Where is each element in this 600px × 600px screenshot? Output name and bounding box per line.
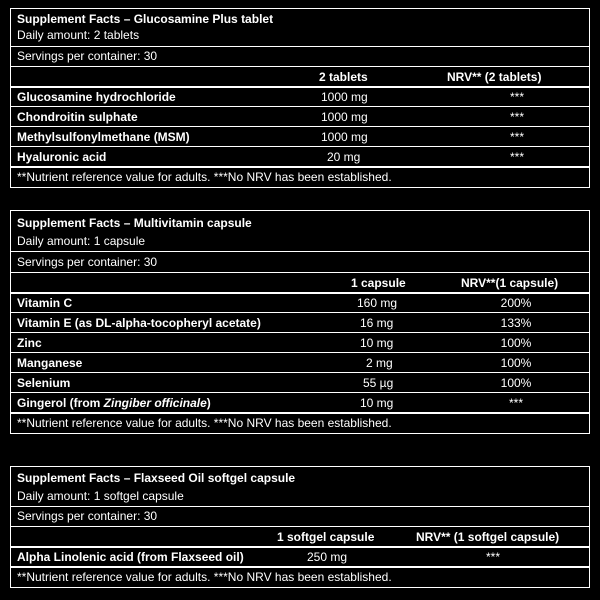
ingredient-name: Vitamin C — [17, 296, 73, 310]
daily-amount: Daily amount: 2 tablets — [17, 28, 140, 42]
ingredient-nrv: 133% — [500, 316, 532, 330]
servings: Servings per container: 30 — [17, 255, 158, 269]
divider — [11, 526, 589, 527]
divider — [11, 126, 589, 127]
ingredient-name: Glucosamine hydrochloride — [17, 90, 176, 104]
ingredient-amount: 1000 mg — [321, 90, 368, 104]
divider — [11, 506, 589, 507]
column-header-nrv: NRV** (2 tablets) — [447, 70, 542, 84]
ingredient-amount: 20 mg — [327, 150, 361, 164]
ingredient-name: Chondroitin sulphate — [17, 110, 138, 124]
divider — [11, 46, 589, 47]
ingredient-nrv: 100% — [500, 356, 532, 370]
ingredient-amount: 160 mg — [357, 296, 398, 310]
panel-title: Supplement Facts – Multivitamin capsule — [17, 216, 252, 230]
divider — [11, 106, 589, 107]
ingredient-nrv: *** — [508, 396, 523, 410]
ingredient-nrv: *** — [509, 110, 524, 124]
ingredient-name-suffix: ) — [206, 396, 211, 410]
ingredient-name — [17, 396, 211, 410]
ingredient-nrv: 100% — [500, 336, 532, 350]
column-header-amount: 1 capsule — [351, 276, 406, 290]
ingredient-name: Selenium — [17, 376, 71, 390]
ingredient-amount: 2 mg — [366, 356, 393, 370]
servings: Servings per container: 30 — [17, 49, 158, 63]
flaxseed-facts-panel — [10, 466, 590, 588]
ingredient-name: Zinc — [17, 336, 42, 350]
divider — [11, 292, 589, 294]
ingredient-amount: 16 mg — [360, 316, 394, 330]
multivitamin-facts-panel — [10, 210, 590, 434]
ingredient-nrv: *** — [509, 150, 524, 164]
ingredient-amount: 1000 mg — [321, 130, 368, 144]
column-header-nrv: NRV** (1 softgel capsule) — [416, 530, 560, 544]
daily-amount: Daily amount: 1 softgel capsule — [17, 489, 184, 503]
panel-title: Supplement Facts – Glucosamine Plus tablet — [17, 12, 274, 26]
divider — [11, 312, 589, 313]
divider — [11, 66, 589, 67]
column-header-nrv: NRV**(1 capsule) — [461, 276, 559, 290]
divider — [11, 332, 589, 333]
ingredient-amount: 10 mg — [360, 396, 394, 410]
ingredient-amount: 1000 mg — [321, 110, 368, 124]
botanical-name: Zingiber officinale — [103, 396, 207, 410]
divider — [11, 272, 589, 273]
glucosamine-facts-panel — [10, 8, 590, 188]
panel-title: Supplement Facts – Flaxseed Oil softgel capsule — [17, 471, 296, 485]
daily-amount: Daily amount: 1 capsule — [17, 234, 146, 248]
divider — [11, 412, 589, 414]
ingredient-name: Hyaluronic acid — [17, 150, 107, 164]
ingredient-nrv: 100% — [500, 376, 532, 390]
divider — [11, 546, 589, 548]
servings: Servings per container: 30 — [17, 509, 158, 523]
ingredient-name: Manganese — [17, 356, 83, 370]
divider — [11, 392, 589, 393]
ingredient-name: Alpha Linolenic acid (from Flaxseed oil) — [17, 550, 244, 564]
ingredient-name: Vitamin E (as DL-alpha-tocopheryl acetate) — [17, 316, 261, 330]
ingredient-amount: 55 µg — [363, 376, 394, 390]
ingredient-nrv: 200% — [500, 296, 532, 310]
footnote: **Nutrient reference value for adults. ***No NRV has been established. — [17, 570, 392, 584]
ingredient-amount: 250 mg — [307, 550, 348, 564]
ingredient-nrv: *** — [485, 550, 500, 564]
column-header-amount: 1 softgel capsule — [277, 530, 375, 544]
ingredient-nrv: *** — [509, 90, 524, 104]
divider — [11, 566, 589, 568]
divider — [11, 251, 589, 252]
ingredient-name-prefix: Gingerol (from — [17, 396, 104, 410]
divider — [11, 372, 589, 373]
ingredient-amount: 10 mg — [360, 336, 394, 350]
divider — [11, 146, 589, 147]
divider — [11, 166, 589, 168]
ingredient-name: Methylsulfonylmethane (MSM) — [17, 130, 190, 144]
ingredient-nrv: *** — [509, 130, 524, 144]
divider — [11, 352, 589, 353]
footnote: **Nutrient reference value for adults. ***No NRV has been established. — [17, 170, 392, 184]
column-header-amount: 2 tablets — [319, 70, 368, 84]
footnote: **Nutrient reference value for adults. ***No NRV has been established. — [17, 416, 392, 430]
divider — [11, 86, 589, 88]
